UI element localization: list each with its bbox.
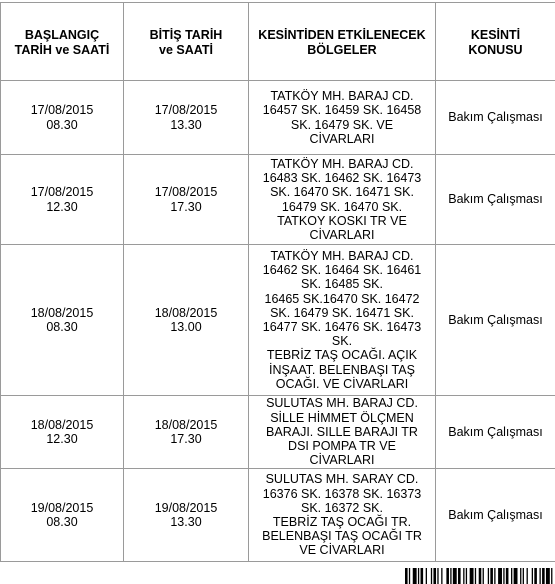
barcode-bar: [453, 568, 457, 584]
barcode-bar: [498, 568, 502, 584]
barcode-bar: [475, 568, 476, 584]
barcode-bar: [479, 568, 482, 584]
subject-cell: Bakım Çalışması: [436, 81, 555, 155]
barcode-bar: [506, 568, 509, 584]
barcode-bar: [488, 568, 489, 584]
regions-cell: TATKÖY MH. BARAJ CD. 16483 SK. 16462 SK. 16473 SK. 16470 SK. 16471 SK. 16479 SK. 16470 SK. TATKOY KOSKI TR VE CİVARLARI: [249, 155, 436, 245]
barcode-bar: [437, 568, 438, 584]
start-datetime-cell: 17/08/2015 08.30: [1, 81, 124, 155]
barcode-bar: [514, 568, 518, 584]
table-row: [1, 469, 555, 562]
end-datetime-cell: 17/08/2015 13.30: [124, 81, 249, 155]
table-row: [1, 81, 555, 155]
start-datetime-cell: 17/08/2015 12.30: [1, 155, 124, 245]
barcode-bar: [409, 568, 410, 584]
end-datetime-cell: 18/08/2015 17.30: [124, 396, 249, 469]
end-datetime-cell: 18/08/2015 13.00: [124, 245, 249, 396]
regions-cell: TATKÖY MH. BARAJ CD. 16457 SK. 16459 SK. 16458 SK. 16479 SK. VE CİVARLARI: [249, 81, 436, 155]
barcode-bar: [546, 568, 550, 584]
outage-schedule-table: [0, 2, 555, 562]
barcode-bar: [527, 568, 528, 584]
barcode-bar: [470, 568, 474, 584]
end-datetime-cell: 17/08/2015 17.30: [124, 155, 249, 245]
start-datetime-cell: 18/08/2015 08.30: [1, 245, 124, 396]
barcode-bar: [539, 568, 540, 584]
barcode-bar: [421, 568, 424, 584]
start-datetime-cell: 19/08/2015 08.30: [1, 469, 124, 562]
header-end-datetime: BİTİŞ TARİH ve SAATİ: [124, 3, 249, 81]
barcode-bar: [511, 568, 512, 584]
barcode-bar: [426, 568, 427, 584]
barcode-bar: [413, 568, 417, 584]
barcode-bar: [534, 568, 537, 584]
table-row: [1, 396, 555, 469]
subject-cell: Bakım Çalışması: [436, 245, 555, 396]
table-row: [1, 155, 555, 245]
barcode-bar: [405, 568, 408, 584]
barcode-bar: [503, 568, 504, 584]
barcode-bar: [542, 568, 545, 584]
table-row: [1, 245, 555, 396]
subject-cell: Bakım Çalışması: [436, 396, 555, 469]
regions-cell: TATKÖY MH. BARAJ CD. 16462 SK. 16464 SK. 16461 SK. 16485 SK. 16465 SK.16470 SK. 16472 SK. 16479 SK. 16471 SK. 16477 SK. 16476 SK. 16473 SK. TEBRİZ TAŞ OCAĞI. AÇIK İNŞAAT. BELENBAŞI TAŞ OCAĞI. VE CİVARLARI: [249, 245, 436, 396]
barcode-bar: [433, 568, 436, 584]
barcode-bar: [446, 568, 449, 584]
subject-cell: Bakım Çalışması: [436, 155, 555, 245]
barcode-bar: [450, 568, 451, 584]
barcode-bar: [466, 568, 467, 584]
barcode-bar: [551, 568, 552, 584]
start-datetime-cell: 18/08/2015 12.30: [1, 396, 124, 469]
barcode: [405, 568, 555, 584]
header-affected-regions: KESİNTİDEN ETKİLENECEK BÖLGELER: [249, 3, 436, 81]
subject-cell: Bakım Çalışması: [436, 469, 555, 562]
barcode-bar: [532, 568, 533, 584]
table-header-row: [1, 3, 555, 81]
barcode-bar: [463, 568, 464, 584]
barcode-bar: [458, 568, 461, 584]
regions-cell: SULUTAS MH. SARAY CD. 16376 SK. 16378 SK. 16373 SK. 16372 SK. TEBRİZ TAŞ OCAĞI TR. BELENBAŞI TAŞ OCAĞI TR VE CİVARLARI: [249, 469, 436, 562]
barcode-bar: [490, 568, 493, 584]
header-start-datetime: BAŞLANGIÇ TARİH ve SAATİ: [1, 3, 124, 81]
barcode-bar: [483, 568, 484, 584]
end-datetime-cell: 19/08/2015 13.30: [124, 469, 249, 562]
header-outage-subject: KESİNTİ KONUSU: [436, 3, 555, 81]
barcode-bar: [418, 568, 419, 584]
barcode-bar: [520, 568, 521, 584]
barcode-bar: [523, 568, 524, 584]
barcode-bar: [431, 568, 432, 584]
barcode-bar: [441, 568, 442, 584]
barcode-bar: [494, 568, 495, 584]
regions-cell: SULUTAS MH. BARAJ CD. SİLLE HİMMET ÖLÇMEN BARAJI. SILLE BARAJI TR DSI POMPA TR VE CİVARLARI: [249, 396, 436, 469]
